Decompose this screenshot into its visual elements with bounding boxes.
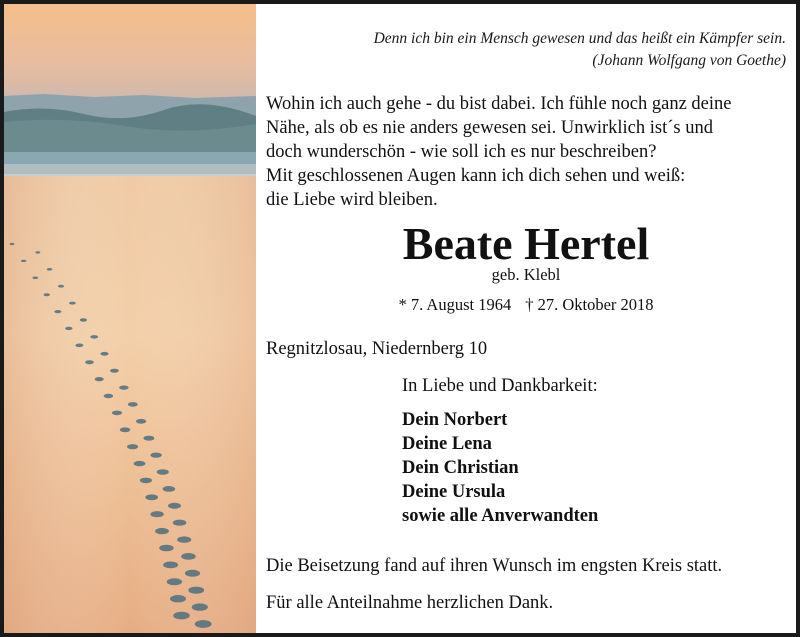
footprint <box>181 553 196 560</box>
footprint <box>155 528 169 534</box>
footprint <box>157 469 169 475</box>
footprint <box>150 511 163 517</box>
poem-line: die Liebe wird bleiben. <box>266 190 438 210</box>
poem-line: Mit geschlossenen Augen kann ich dich sehen und weiß: <box>266 166 686 186</box>
quote-text: Denn ich bin ein Mensch gewesen und das heißt ein Kämpfer sein. <box>373 30 786 47</box>
mourners-list <box>402 408 598 528</box>
footprint <box>143 436 154 441</box>
footprint <box>75 344 83 348</box>
footprint <box>188 587 204 594</box>
footprint <box>185 570 200 577</box>
footprint <box>58 285 64 288</box>
footprint <box>47 268 53 271</box>
footprint <box>95 377 104 381</box>
maiden-name: geb. Klebl <box>491 265 561 284</box>
mourner-name: Dein Norbert <box>402 410 508 430</box>
footprint <box>177 536 191 542</box>
death-date: † 27. Oktober 2018 <box>525 295 654 314</box>
mourner-name: Dein Christian <box>402 458 519 478</box>
footprint <box>145 494 158 500</box>
quote-author: (Johann Wolfgang von Goethe) <box>592 52 786 69</box>
footprint <box>167 578 182 585</box>
poem-line: Wohin ich auch gehe - du bist dabei. Ich fühle noch ganz deine <box>266 94 732 114</box>
footprint <box>10 243 15 245</box>
footprint <box>35 251 40 253</box>
memorial-poem <box>266 92 786 212</box>
footprint <box>100 352 108 356</box>
footprint <box>44 293 50 296</box>
footprint <box>90 335 98 339</box>
deceased-name: Beate Hertel <box>402 218 650 269</box>
footprint <box>140 478 152 484</box>
thanks-intro: In Liebe und Dankbarkeit: <box>402 376 598 396</box>
poem-line: Nähe, als ob es nie anders gewesen sei. Unwirklich ist´s und <box>266 118 713 138</box>
footprint <box>127 444 138 449</box>
footprint <box>134 461 146 466</box>
poem-line: doch wunderschön - wie soll ich es nur beschreiben? <box>266 142 657 162</box>
footprint <box>192 603 208 610</box>
footprint <box>195 620 212 628</box>
notice-text-column <box>266 4 786 633</box>
footprint <box>54 310 61 313</box>
footprint <box>85 360 94 364</box>
footprint <box>170 595 186 602</box>
closing-thanks: Für alle Anteilnahme herzlichen Dank. <box>266 593 554 613</box>
burial-note: Die Beisetzung fand auf ihren Wunsch im engsten Kreis statt. <box>266 556 723 576</box>
footprint <box>136 419 146 424</box>
mourner-name: sowie alle Anverwandten <box>402 506 599 526</box>
life-dates <box>266 294 786 316</box>
footprint <box>120 427 131 432</box>
footprint <box>32 277 38 280</box>
mourner-name: Deine Lena <box>402 434 492 454</box>
footprint <box>173 612 190 620</box>
footprint <box>119 386 128 390</box>
footprint <box>110 369 119 373</box>
beach-footprints-photo <box>4 4 256 633</box>
footprint <box>163 562 178 569</box>
footprint <box>69 302 76 305</box>
footprint <box>21 260 26 262</box>
footprint <box>112 411 122 416</box>
address: Regnitzlosau, Niedernberg 10 <box>266 339 488 359</box>
footprint <box>168 503 181 509</box>
footprint <box>65 327 72 330</box>
goethe-quote <box>374 28 786 72</box>
footprint <box>159 545 173 552</box>
footprint <box>173 520 187 526</box>
footprint <box>163 486 176 492</box>
footprint <box>104 394 114 398</box>
beach-footprints-image <box>4 4 256 633</box>
footprint <box>128 402 138 407</box>
birth-date: * 7. August 1964 <box>398 295 512 314</box>
mourner-name: Deine Ursula <box>402 482 506 502</box>
footprint <box>150 453 161 458</box>
footprint <box>80 318 87 321</box>
